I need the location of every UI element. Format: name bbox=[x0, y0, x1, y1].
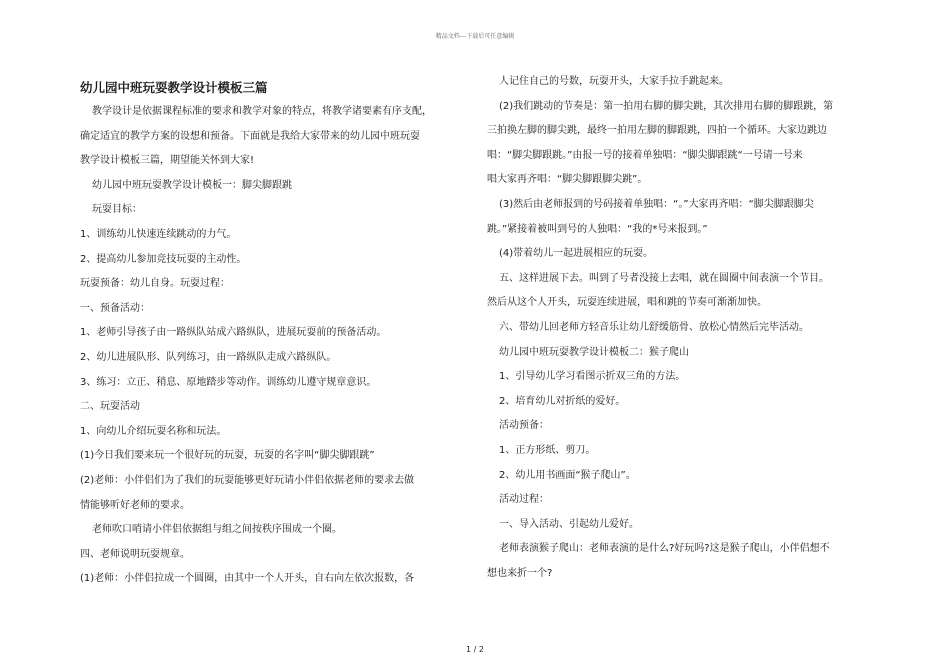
right-column bbox=[487, 70, 875, 586]
body-line: 五、这样进展下去。叫到了号者没接上去唱，就在圆圈中间表演一个节目。 bbox=[499, 272, 829, 284]
body-line: 四、老师说明玩耍规章。 bbox=[80, 548, 190, 560]
body-line: 三拍换左脚的脚尖跳，最终一拍用左脚的脚跟跳，四拍一个循环。大家边跳边 bbox=[487, 125, 827, 137]
body-line: 一、预备活动： bbox=[80, 302, 150, 314]
body-line: 情能够听好老师的要求。 bbox=[80, 499, 190, 511]
body-line: 2、培育幼儿对折纸的爱好。 bbox=[499, 395, 626, 407]
body-line: 玩耍预备：幼儿自身。玩耍过程： bbox=[80, 278, 230, 290]
body-line: (1)老师：小伴侣拉成一个圆圈，由其中一个人开头，自右向左依次报数，各 bbox=[80, 573, 415, 585]
body-line: 活动过程： bbox=[499, 494, 549, 506]
body-line: (2)我们跳动的节奏是：第一拍用右脚的脚尖跳，其次排用右脚的脚跟跳，第 bbox=[499, 100, 834, 112]
body-line: (2)老师：小伴侣们为了我们的玩耍能够更好玩请小伴侣依据老师的要求去做 bbox=[80, 474, 415, 486]
body-line: 1、正方形纸、剪刀。 bbox=[499, 444, 596, 456]
body-line: (3)然后由老师报到的号码接着单独唱：“。”大家再齐唱：“脚尖脚跟脚尖 bbox=[499, 198, 814, 210]
body-line: 二、玩耍活动 bbox=[80, 401, 140, 413]
body-line: 1、向幼儿介绍玩耍名称和玩法。 bbox=[80, 425, 227, 437]
section-heading: 幼儿园中班玩耍教学设计模板二：猴子爬山 bbox=[499, 346, 689, 358]
body-line: (1)今日我们要来玩一个很好玩的玩耍，玩耍的名字叫“脚尖脚跟跳” bbox=[80, 450, 375, 462]
body-line: 1、训练幼儿快速连续跳动的力气。 bbox=[80, 228, 237, 240]
page-header-note: 精品文档---下载后可任意编辑 bbox=[435, 33, 515, 40]
body-line: 想也来折一个? bbox=[487, 567, 553, 579]
document-title: 幼儿园中班玩耍教学设计模板三篇 bbox=[80, 80, 268, 95]
section-heading: 幼儿园中班玩耍教学设计模板一：脚尖脚跟跳 bbox=[92, 179, 292, 191]
body-line: 六、带幼儿回老师方轻音乐让幼儿舒缓筋骨、放松心情然后完毕活动。 bbox=[499, 321, 809, 333]
body-line: 玩耍目标： bbox=[92, 204, 142, 216]
body-line: 1、老师引导孩子由一路纵队站成六路纵队，进展玩耍前的预备活动。 bbox=[80, 327, 387, 339]
body-line: (4)带着幼儿一起进展相应的玩耍。 bbox=[499, 248, 654, 260]
body-line: 唱：“脚尖脚跟跳。”由报一号的接着单独唱：“脚尖脚跟跳“一号请一号来 bbox=[487, 149, 803, 161]
left-column bbox=[80, 76, 468, 592]
body-line: 老师表演猴子爬山：老师表演的是什么?好玩吗?这是猴子爬山，小伴侣想不 bbox=[499, 543, 830, 555]
body-line: 活动预备： bbox=[499, 420, 549, 432]
body-line: 然后从这个人开头，玩耍连续进展，唱和跳的节奏可渐渐加快。 bbox=[487, 297, 767, 309]
body-line: 人记住自己的号数，玩耍开头，大家手拉手跳起来。 bbox=[499, 76, 729, 87]
body-line: 一、导入活动、引起幼儿爱好。 bbox=[499, 518, 639, 530]
body-line: 确定适宜的教学方案的设想和预备。下面就是我给大家带来的幼儿园中班玩耍 bbox=[80, 130, 420, 142]
body-line: 2、提高幼儿参加竞技玩耍的主动性。 bbox=[80, 253, 247, 265]
body-line: 跳。”紧接着被叫到号的人独唱：“我的*号来报到。” bbox=[487, 223, 708, 235]
body-line: 老师吹口哨请小伴侣依据组与组之间按秩序围成一个圈。 bbox=[92, 524, 342, 536]
body-line: 3、练习：立正、稍息、原地踏步等动作。训练幼儿遵守规章意识。 bbox=[80, 376, 377, 388]
body-line: 2、幼儿进展队形、队列练习，由一路纵队走成六路纵队。 bbox=[80, 351, 337, 363]
body-line: 2、幼儿用书画面“猴子爬山”。 bbox=[499, 469, 636, 481]
body-line: 教学设计模板三篇，期望能关怀到大家! bbox=[80, 155, 255, 167]
page-number: 1 / 2 bbox=[466, 645, 484, 654]
body-line: 唱大家再齐唱：“脚尖脚跟脚尖跳”。 bbox=[487, 174, 648, 186]
body-line: 1、引导幼儿学习看图示折双三角的方法。 bbox=[499, 371, 686, 383]
body-line: 教学设计是依据课程标准的要求和教学对象的特点，将教学诸要素有序支配， bbox=[92, 106, 432, 117]
